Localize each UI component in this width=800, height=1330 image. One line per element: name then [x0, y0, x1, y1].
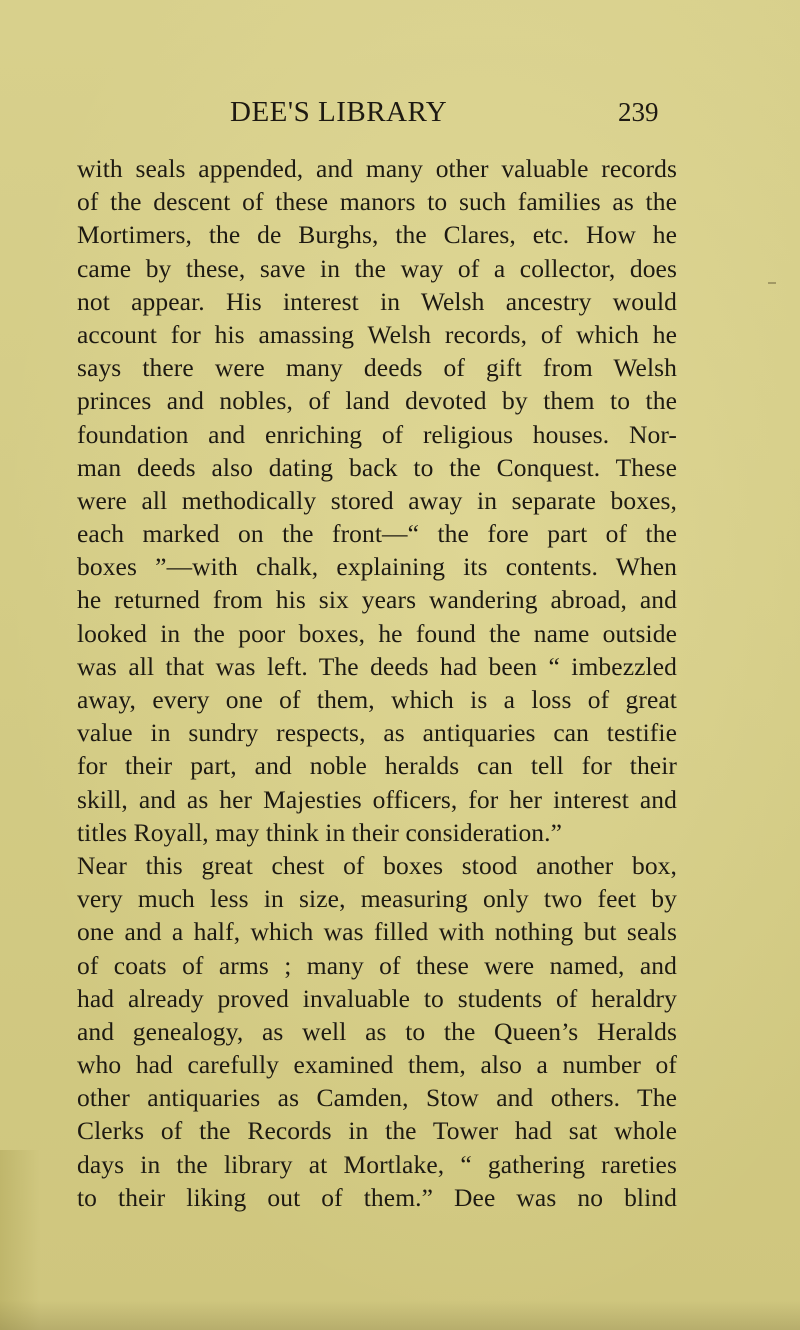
text-line: man deeds also dating back to the Conquest. These — [77, 452, 677, 482]
text-line-paragraph-start: Near this great chest of boxes stood another box, — [77, 850, 677, 880]
text-line: princes and nobles, of land devoted by them to the — [77, 386, 677, 416]
text-line: came by these, save in the way of a collector, does — [77, 253, 677, 283]
text-line: with seals appended, and many other valuable records — [77, 154, 677, 183]
text-line: looked in the poor boxes, he found the name outside — [77, 618, 677, 648]
text-line: of coats of arms ; many of these were named, and — [77, 950, 677, 980]
text-line: one and a half, which was filled with nothing but seals — [77, 917, 677, 947]
text-line: were all methodically stored away in separate boxes, — [77, 485, 677, 515]
text-line: and genealogy, as well as to the Queen’s Heralds — [77, 1016, 677, 1046]
text-line: Clerks of the Records in the Tower had sat whole — [77, 1116, 677, 1146]
text-line: other antiquaries as Camden, Stow and others. The — [77, 1083, 677, 1113]
text-line: account for his amassing Welsh records, of which he — [77, 319, 677, 349]
text-line: very much less in size, measuring only two feet by — [77, 884, 677, 914]
text-line: was all that was left. The deeds had been “ imbezzled — [77, 651, 677, 681]
margin-mark — [768, 282, 776, 284]
text-line: who had carefully examined them, also a number of — [77, 1050, 677, 1080]
text-line: boxes ”—with chalk, explaining its contents. When — [77, 552, 677, 582]
running-title: DEE'S LIBRARY — [230, 96, 448, 128]
text-line: value in sundry respects, as antiquaries can testifie — [77, 718, 677, 748]
text-line: days in the library at Mortlake, “ gathering rareties — [77, 1149, 677, 1179]
text-line: of the descent of these manors to such families as the — [77, 187, 677, 217]
text-line: away, every one of them, which is a loss of great — [77, 685, 677, 714]
text-line: skill, and as her Majesties officers, for her interest and — [77, 784, 677, 814]
text-line: says there were many deeds of gift from Welsh — [77, 353, 677, 383]
page-number: 239 — [618, 97, 659, 127]
text-line: each marked on the front—“ the fore part of the — [77, 519, 677, 549]
text-line: not appear. His interest in Welsh ancestry would — [77, 286, 677, 316]
page-shadow-bottom — [0, 1300, 800, 1330]
text-line-paragraph-end: titles Royall, may think in their consideration.” — [77, 817, 563, 847]
text-line: for their part, and noble heralds can tell for their — [77, 751, 677, 781]
body-text — [77, 152, 677, 1214]
text-line: foundation and enriching of religious houses. Nor- — [77, 419, 677, 449]
text-line: he returned from his six years wandering abroad, and — [77, 585, 677, 615]
text-line: Mortimers, the de Burghs, the Clares, etc. How he — [77, 220, 677, 250]
text-line: to their liking out of them.” Dee was no blind — [77, 1182, 677, 1212]
text-line: had already proved invaluable to students of heraldry — [77, 983, 677, 1013]
running-head — [0, 92, 800, 132]
